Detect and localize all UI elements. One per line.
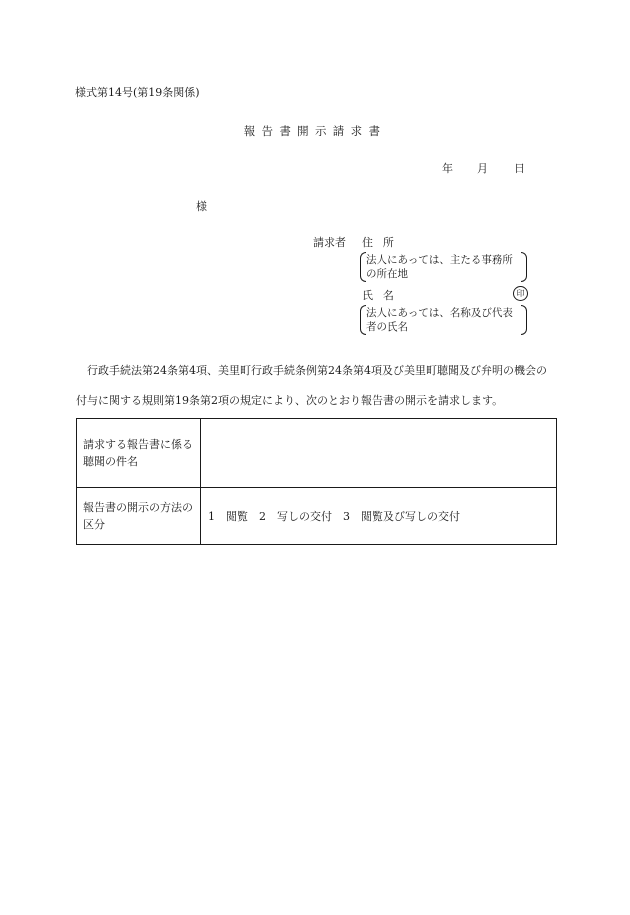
date-line	[442, 160, 525, 176]
name-label: 氏名	[362, 289, 404, 302]
date-year-label: 年	[442, 162, 453, 175]
disclosure-method-options[interactable]: 1 閲覧 2 写しの交付 3 閲覧及び写しの交付	[201, 488, 557, 545]
request-statement: 行政手続法第24条第4項、美里町行政手続条例第24条第4項及び美里町聴聞及び弁明の機会の付与に関する規則第19条第2項の規定により、次のとおり報告書の開示を請求します。	[76, 364, 547, 407]
date-day-label: 日	[514, 162, 525, 175]
table-row	[77, 419, 557, 488]
hearing-subject-field[interactable]	[201, 419, 557, 488]
address-label: 住所	[362, 236, 404, 249]
hearing-subject-label: 請求する報告書に係る聴聞の件名	[77, 419, 201, 488]
form-number: 様式第14号(第19条関係)	[75, 86, 200, 99]
address-note: 法人にあっては、主たる事務所の所在地	[362, 252, 525, 282]
addressee-suffix: 様	[196, 200, 207, 213]
name-note: 法人にあっては、名称及び代表者の氏名	[362, 305, 525, 335]
date-month-label: 月	[477, 162, 488, 175]
disclosure-method-label: 報告書の開示の方法の区分	[77, 488, 201, 545]
requester-label: 請求者	[313, 236, 346, 249]
document-title: 報告書開示請求書	[243, 124, 387, 138]
table-row	[77, 488, 557, 545]
seal-mark: 印	[513, 286, 528, 301]
request-table	[76, 418, 557, 545]
